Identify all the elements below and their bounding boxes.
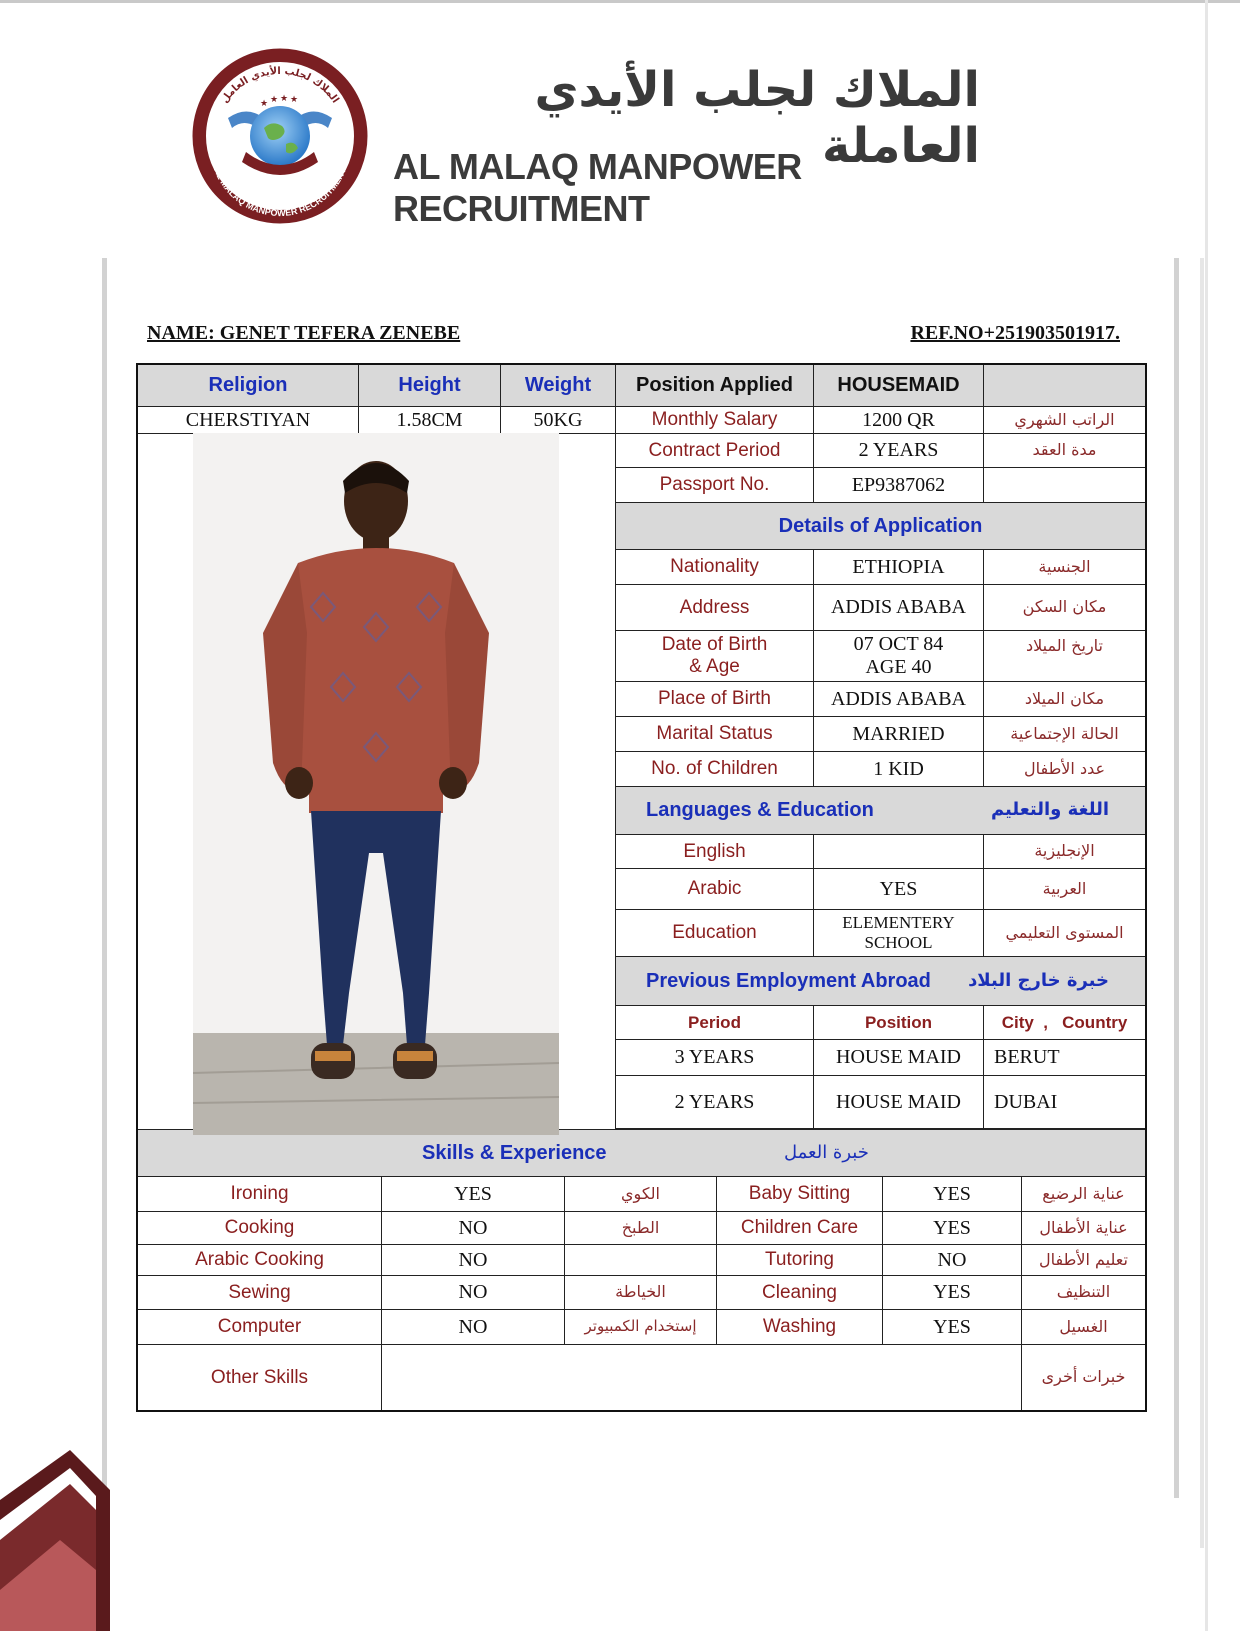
skill-cooking-ar: الطبخ bbox=[565, 1212, 717, 1245]
skills-title-bar bbox=[138, 1129, 1145, 1177]
reference-number: REF.NO+251903501917. bbox=[910, 322, 1120, 344]
page-top-edge bbox=[0, 0, 1240, 3]
salary-ar: الراتب الشهري bbox=[984, 407, 1145, 434]
religion-header: Religion bbox=[138, 365, 359, 407]
svg-text:★: ★ bbox=[290, 95, 299, 105]
position-applied-label: Position Applied bbox=[616, 365, 814, 407]
nationality-label: Nationality bbox=[616, 550, 814, 585]
candidate-photo bbox=[193, 433, 559, 1135]
skill-cooking-label: Cooking bbox=[138, 1212, 382, 1245]
dob-label-line1: Date of Birth bbox=[661, 634, 768, 656]
skill-babysitting-ar: عناية الرضيع bbox=[1022, 1177, 1145, 1212]
contract-period-ar: مدة العقد bbox=[984, 434, 1145, 468]
weight-header: Weight bbox=[501, 365, 616, 407]
english-ar: الإنجليزية bbox=[984, 835, 1145, 869]
skill-childrencare-value: YES bbox=[883, 1212, 1022, 1245]
employment-header-location: City , Country bbox=[984, 1006, 1145, 1040]
skill-tutoring-value: NO bbox=[883, 1245, 1022, 1276]
education-value bbox=[814, 910, 984, 957]
skill-cleaning-label: Cleaning bbox=[717, 1276, 883, 1310]
birthplace-value: ADDIS ABABA bbox=[814, 682, 984, 717]
skill-cleaning-ar: التنظيف bbox=[1022, 1276, 1145, 1310]
skill-cleaning-value: YES bbox=[883, 1276, 1022, 1310]
languages-title: Languages & Education bbox=[646, 799, 874, 821]
weight-value: 50KG bbox=[501, 407, 616, 434]
education-value-line2: SCHOOL bbox=[864, 933, 933, 952]
skill-babysitting-value: YES bbox=[883, 1177, 1022, 1212]
page-right-border-outer bbox=[1200, 258, 1204, 1548]
employment-row1-position: HOUSE MAID bbox=[814, 1040, 984, 1076]
english-value bbox=[814, 835, 984, 869]
skill-computer-ar: إستخدام الكمبيوتر bbox=[565, 1310, 717, 1345]
skill-computer-label: Computer bbox=[138, 1310, 382, 1345]
employment-row2-position: HOUSE MAID bbox=[814, 1076, 984, 1129]
children-value: 1 KID bbox=[814, 752, 984, 787]
skill-washing-ar: الغسيل bbox=[1022, 1310, 1145, 1345]
dob-label bbox=[616, 631, 814, 682]
company-logo bbox=[188, 46, 372, 226]
contract-period-label: Contract Period bbox=[616, 434, 814, 468]
birthplace-label: Place of Birth bbox=[616, 682, 814, 717]
education-ar: المستوى التعليمي bbox=[984, 910, 1145, 957]
employment-header-position: Position bbox=[814, 1006, 984, 1040]
education-label: Education bbox=[616, 910, 814, 957]
employment-header-period: Period bbox=[616, 1006, 814, 1040]
marital-label: Marital Status bbox=[616, 717, 814, 752]
skill-tutoring-ar: تعليم الأطفال bbox=[1022, 1245, 1145, 1276]
skill-sewing-ar: الخياطة bbox=[565, 1276, 717, 1310]
religion-value: CHERSTIYAN bbox=[138, 407, 359, 434]
candidate-name: NAME: GENET TEFERA ZENEBE bbox=[147, 322, 461, 344]
svg-text:★: ★ bbox=[280, 94, 289, 104]
skill-childrencare-label: Children Care bbox=[717, 1212, 883, 1245]
skills-title: Skills & Experience bbox=[422, 1141, 607, 1164]
employment-title-ar: خبرة خارج البلاد bbox=[968, 969, 1109, 991]
skill-ironing-ar: الكوي bbox=[565, 1177, 717, 1212]
position-applied-value: HOUSEMAID bbox=[814, 365, 984, 407]
skill-arabiccooking-value: NO bbox=[382, 1245, 565, 1276]
skill-childrencare-ar: عناية الأطفال bbox=[1022, 1212, 1145, 1245]
english-label: English bbox=[616, 835, 814, 869]
skill-washing-label: Washing bbox=[717, 1310, 883, 1345]
other-skills-ar: خبرات أخرى bbox=[1041, 1367, 1126, 1387]
languages-title-ar: اللغة والتعليم bbox=[990, 799, 1109, 821]
passport-label: Passport No. bbox=[616, 468, 814, 503]
arabic-value: YES bbox=[814, 869, 984, 910]
height-value: 1.58CM bbox=[359, 407, 501, 434]
other-skills-value bbox=[382, 1345, 1022, 1410]
page-left-border bbox=[102, 258, 107, 1631]
dob-ar: تاريخ الميلاد bbox=[984, 631, 1145, 682]
decorative-corner-shape bbox=[0, 1450, 110, 1631]
page-right-border bbox=[1174, 258, 1179, 1498]
address-value: ADDIS ABABA bbox=[814, 585, 984, 631]
passport-ar bbox=[984, 468, 1145, 503]
employment-row2-period: 2 YEARS bbox=[616, 1076, 814, 1129]
logo-ring-en: AL MALAQ MANPOWER RECRUITMENT bbox=[212, 166, 348, 219]
skill-arabiccooking-ar bbox=[565, 1245, 717, 1276]
dob-label-line2: & Age bbox=[689, 656, 740, 677]
employment-row1-period: 3 YEARS bbox=[616, 1040, 814, 1076]
dob-value-date: 07 OCT 84 bbox=[853, 633, 944, 655]
address-label: Address bbox=[616, 585, 814, 631]
skill-ironing-label: Ironing bbox=[138, 1177, 382, 1212]
marital-ar: الحالة الإجتماعية bbox=[984, 717, 1145, 752]
dob-value bbox=[814, 631, 984, 682]
skill-washing-value: YES bbox=[883, 1310, 1022, 1345]
arabic-label: Arabic bbox=[616, 869, 814, 910]
brand-english-name: AL MALAQ MANPOWER RECRUITMENT bbox=[393, 146, 802, 229]
employment-title-bar bbox=[616, 957, 1145, 1006]
employment-title: Previous Employment Abroad bbox=[646, 969, 931, 992]
details-title: Details of Application bbox=[616, 503, 1145, 550]
skill-sewing-value: NO bbox=[382, 1276, 565, 1310]
skill-cooking-value: NO bbox=[382, 1212, 565, 1245]
height-header: Height bbox=[359, 365, 501, 407]
salary-value: 1200 QR bbox=[814, 407, 984, 434]
brand-arabic-name: الملاك لجلب الأيدي العاملة bbox=[534, 62, 980, 174]
employment-row1-location: BERUT bbox=[984, 1040, 1145, 1076]
contract-period-value: 2 YEARS bbox=[814, 434, 984, 468]
passport-value: EP9387062 bbox=[814, 468, 984, 503]
skill-sewing-label: Sewing bbox=[138, 1276, 382, 1310]
svg-text:★: ★ bbox=[270, 95, 279, 105]
nationality-ar: الجنسية bbox=[984, 550, 1145, 585]
birthplace-ar: مكان الميلاد bbox=[984, 682, 1145, 717]
arabic-ar: العربية bbox=[984, 869, 1145, 910]
children-label: No. of Children bbox=[616, 752, 814, 787]
marital-value: MARRIED bbox=[814, 717, 984, 752]
position-empty-cell bbox=[984, 365, 1145, 407]
children-ar: عدد الأطفال bbox=[984, 752, 1145, 787]
salary-label: Monthly Salary bbox=[616, 407, 814, 434]
skill-computer-value: NO bbox=[382, 1310, 565, 1345]
skill-ironing-value: YES bbox=[382, 1177, 565, 1212]
education-value-line1: ELEMENTERY bbox=[842, 913, 955, 933]
languages-title-bar bbox=[616, 787, 1145, 835]
other-skills-label: Other Skills bbox=[138, 1345, 382, 1410]
svg-text:★: ★ bbox=[260, 99, 269, 109]
skills-title-ar: خبرة العمل bbox=[784, 1141, 869, 1163]
skill-babysitting-label: Baby Sitting bbox=[717, 1177, 883, 1212]
skill-tutoring-label: Tutoring bbox=[717, 1245, 883, 1276]
employment-row2-location: DUBAI bbox=[984, 1076, 1145, 1129]
logo-ring-ar: الملاك لجلب الأيدي العامل bbox=[219, 65, 341, 106]
nationality-value: ETHIOPIA bbox=[814, 550, 984, 585]
page-right-edge bbox=[1205, 0, 1208, 1631]
skill-arabiccooking-label: Arabic Cooking bbox=[138, 1245, 382, 1276]
dob-value-age: AGE 40 bbox=[865, 656, 932, 678]
address-ar: مكان السكن bbox=[984, 585, 1145, 631]
